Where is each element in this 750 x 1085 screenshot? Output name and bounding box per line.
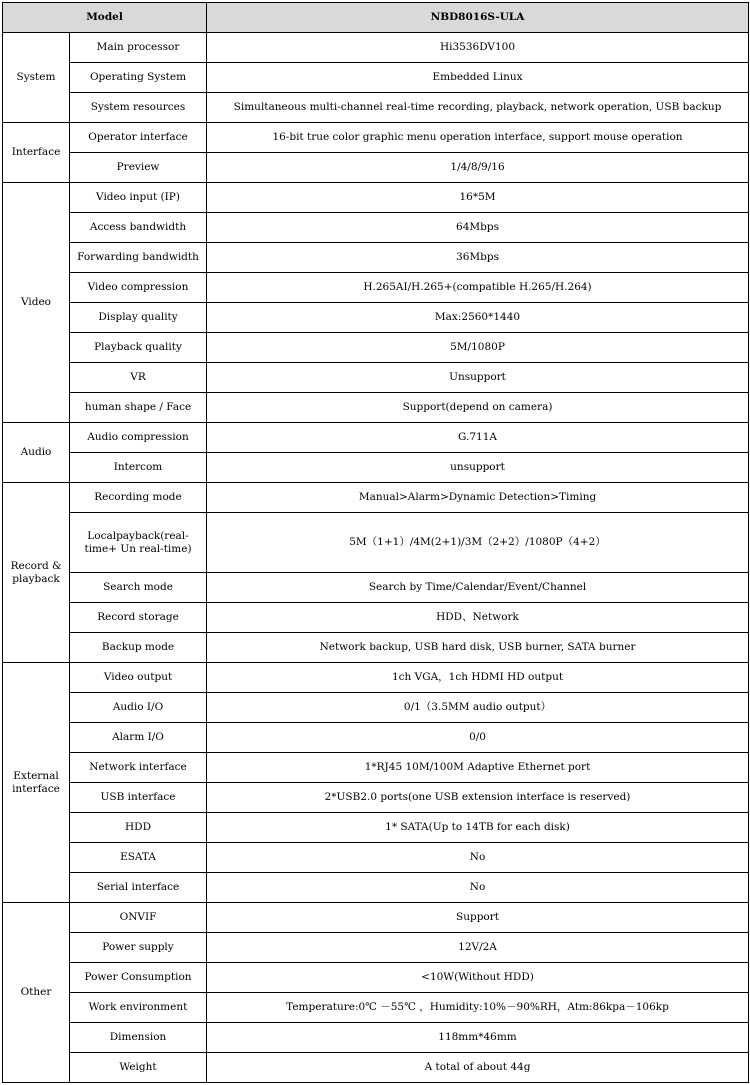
spec-value: Search by Time/Calendar/Event/Channel <box>207 573 749 603</box>
spec-value: 0/1（3.5MM audio output） <box>207 693 749 723</box>
spec-row <box>3 993 749 1023</box>
spec-value: 2*USB2.0 ports(one USB extension interface is reserved) <box>207 783 749 813</box>
spec-label: Video input (IP) <box>70 183 207 213</box>
spec-row <box>3 273 749 303</box>
spec-row <box>3 93 749 123</box>
spec-label: Network interface <box>70 753 207 783</box>
spec-table-body <box>3 3 749 1083</box>
spec-row <box>3 603 749 633</box>
spec-label: Video output <box>70 663 207 693</box>
spec-row <box>3 723 749 753</box>
spec-label: Work environment <box>70 993 207 1023</box>
spec-value: Embedded Linux <box>207 63 749 93</box>
spec-row <box>3 843 749 873</box>
spec-row <box>3 243 749 273</box>
spec-value: Support <box>207 903 749 933</box>
spec-row <box>3 483 749 513</box>
spec-row <box>3 123 749 153</box>
spec-value: HDD、Network <box>207 603 749 633</box>
spec-label: Record storage <box>70 603 207 633</box>
spec-label: System resources <box>70 93 207 123</box>
spec-label: Serial interface <box>70 873 207 903</box>
spec-value: Network backup, USB hard disk, USB burner, SATA burner <box>207 633 749 663</box>
spec-label: Weight <box>70 1053 207 1083</box>
spec-value: 118mm*46mm <box>207 1023 749 1053</box>
spec-value: Simultaneous multi-channel real-time recording, playback, network operation, USB backup <box>207 93 749 123</box>
spec-label: Power Consumption <box>70 963 207 993</box>
spec-value: <10W(Without HDD) <box>207 963 749 993</box>
spec-row <box>3 963 749 993</box>
spec-row <box>3 693 749 723</box>
spec-row <box>3 393 749 423</box>
spec-label: Intercom <box>70 453 207 483</box>
spec-label: Preview <box>70 153 207 183</box>
spec-value: 36Mbps <box>207 243 749 273</box>
spec-value: 1ch VGA，1ch HDMI HD output <box>207 663 749 693</box>
spec-value: Max:2560*1440 <box>207 303 749 333</box>
spec-value: 0/0 <box>207 723 749 753</box>
spec-row <box>3 303 749 333</box>
spec-row <box>3 753 749 783</box>
spec-label: Forwarding bandwidth <box>70 243 207 273</box>
spec-label: Dimension <box>70 1023 207 1053</box>
header-model-value: NBD8016S-ULA <box>207 3 749 33</box>
section-name: System <box>3 33 70 123</box>
spec-row <box>3 663 749 693</box>
section-name: Video <box>3 183 70 423</box>
spec-label: Search mode <box>70 573 207 603</box>
spec-row <box>3 363 749 393</box>
section-name: Record & playback <box>3 483 70 663</box>
spec-label: ESATA <box>70 843 207 873</box>
spec-row <box>3 453 749 483</box>
spec-row <box>3 423 749 453</box>
spec-row <box>3 783 749 813</box>
spec-row <box>3 183 749 213</box>
spec-label: Audio compression <box>70 423 207 453</box>
header-model-label: Model <box>3 3 207 33</box>
spec-row <box>3 873 749 903</box>
spec-row <box>3 333 749 363</box>
spec-value: 12V/2A <box>207 933 749 963</box>
spec-value: No <box>207 873 749 903</box>
spec-value: unsupport <box>207 453 749 483</box>
spec-value: G.711A <box>207 423 749 453</box>
spec-label: Backup mode <box>70 633 207 663</box>
spec-label: Main processor <box>70 33 207 63</box>
spec-row <box>3 1053 749 1083</box>
spec-label: Video compression <box>70 273 207 303</box>
spec-label: VR <box>70 363 207 393</box>
spec-value: 5M/1080P <box>207 333 749 363</box>
spec-value: Unsupport <box>207 363 749 393</box>
spec-label: USB interface <box>70 783 207 813</box>
spec-value: Manual>Alarm>Dynamic Detection>Timing <box>207 483 749 513</box>
spec-value: H.265AI/H.265+(compatible H.265/H.264) <box>207 273 749 303</box>
spec-value: 5M（1+1）/4M(2+1)/3M（2+2）/1080P（4+2） <box>207 513 749 573</box>
spec-row <box>3 153 749 183</box>
spec-row <box>3 513 749 573</box>
spec-row <box>3 903 749 933</box>
spec-label: Localpayback(real-time+ Un real-time) <box>70 513 207 573</box>
section-name: Interface <box>3 123 70 183</box>
spec-label: human shape / Face <box>70 393 207 423</box>
spec-label: Recording mode <box>70 483 207 513</box>
spec-row <box>3 813 749 843</box>
spec-label: ONVIF <box>70 903 207 933</box>
spec-row <box>3 33 749 63</box>
spec-value: No <box>207 843 749 873</box>
spec-value: 1*RJ45 10M/100M Adaptive Ethernet port <box>207 753 749 783</box>
section-name: Other <box>3 903 70 1083</box>
spec-value: 16-bit true color graphic menu operation interface, support mouse operation <box>207 123 749 153</box>
spec-row <box>3 573 749 603</box>
spec-row <box>3 213 749 243</box>
section-name: Audio <box>3 423 70 483</box>
spec-value: Support(depend on camera) <box>207 393 749 423</box>
spec-value: Hi3536DV100 <box>207 33 749 63</box>
spec-row <box>3 63 749 93</box>
spec-label: Display quality <box>70 303 207 333</box>
spec-label: Operating System <box>70 63 207 93</box>
spec-label: Operator interface <box>70 123 207 153</box>
spec-value: 1/4/8/9/16 <box>207 153 749 183</box>
spec-value: 64Mbps <box>207 213 749 243</box>
spec-value: 1* SATA(Up to 14TB for each disk) <box>207 813 749 843</box>
spec-value: Temperature:0℃ －55℃ ，Humidity:10%－90%RH，Atm:86kpa－106kp <box>207 993 749 1023</box>
header-row <box>3 3 749 33</box>
spec-label: Playback quality <box>70 333 207 363</box>
spec-label: HDD <box>70 813 207 843</box>
spec-row <box>3 633 749 663</box>
spec-row <box>3 933 749 963</box>
section-name: External interface <box>3 663 70 903</box>
spec-table <box>2 2 749 1083</box>
spec-label: Audio I/O <box>70 693 207 723</box>
spec-label: Access bandwidth <box>70 213 207 243</box>
spec-value: 16*5M <box>207 183 749 213</box>
spec-label: Power supply <box>70 933 207 963</box>
spec-value: A total of about 44g <box>207 1053 749 1083</box>
spec-label: Alarm I/O <box>70 723 207 753</box>
spec-row <box>3 1023 749 1053</box>
